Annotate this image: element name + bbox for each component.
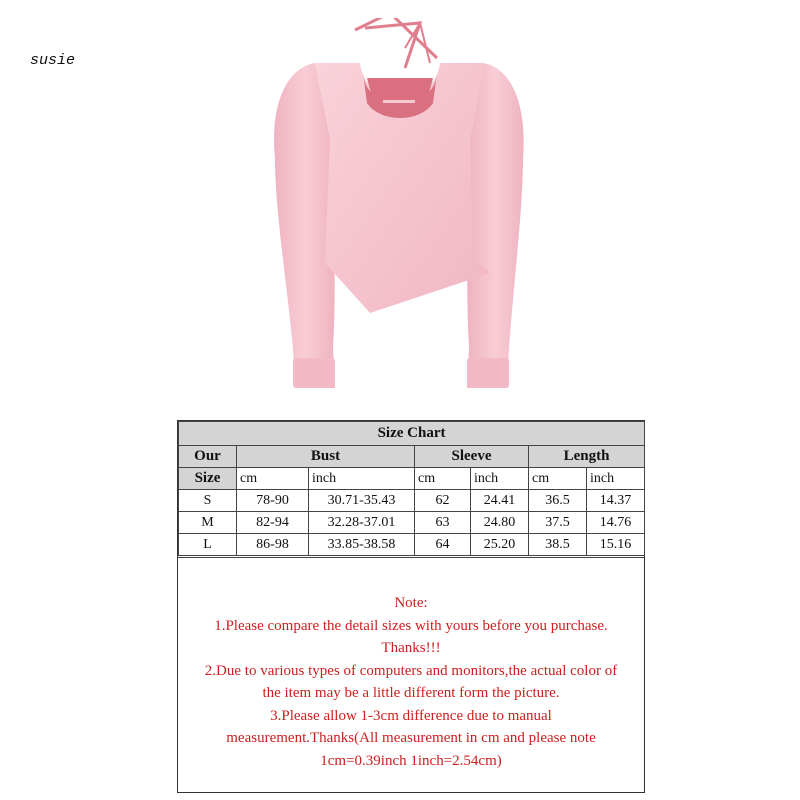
table-row (179, 490, 645, 512)
length-cm: 37.5 (529, 512, 587, 534)
sleeve-cm: 62 (415, 490, 471, 512)
unit-sleeve-inch: inch (471, 468, 529, 490)
header-length: Length (529, 446, 645, 468)
length-inch: 14.76 (587, 512, 645, 534)
bust-cm: 78-90 (237, 490, 309, 512)
note-panel (178, 557, 644, 792)
sleeve-inch: 25.20 (471, 534, 529, 556)
note-line: 2.Due to various types of computers and monitors,the actual color of (204, 662, 618, 679)
note-line: 1cm=0.39inch 1inch=2.54cm) (320, 752, 502, 769)
note-line: the item may be a little different form the picture. (262, 685, 560, 701)
length-inch: 15.16 (587, 534, 645, 556)
unit-sleeve-cm: cm (415, 468, 471, 490)
bust-inch: 32.28-37.01 (309, 512, 415, 534)
size-chart (177, 420, 645, 793)
header-size: Size (179, 468, 237, 490)
note-heading: Note: (394, 595, 428, 611)
size-label: M (179, 512, 237, 534)
table-row (179, 512, 645, 534)
unit-bust-inch: inch (309, 468, 415, 490)
note-line: Thanks!!! (381, 640, 441, 656)
sleeve-inch: 24.80 (471, 512, 529, 534)
note-line: measurement.Thanks(All measurement in cm and please note (226, 730, 596, 746)
length-inch: 14.37 (587, 490, 645, 512)
header-our: Our (179, 446, 237, 468)
sleeve-inch: 24.41 (471, 490, 529, 512)
sleeve-cm: 63 (415, 512, 471, 534)
note-line: 1.Please compare the detail sizes with yours before you purchase. (214, 617, 608, 634)
bust-cm: 82-94 (237, 512, 309, 534)
size-chart-title: Size Chart (179, 422, 645, 446)
unit-length-inch: inch (587, 468, 645, 490)
table-row (179, 534, 645, 556)
pink-crop-top-image (215, 18, 585, 398)
size-chart-table (178, 421, 645, 556)
length-cm: 38.5 (529, 534, 587, 556)
length-cm: 36.5 (529, 490, 587, 512)
note-line: 3.Please allow 1-3cm difference due to manual (270, 707, 552, 724)
sleeve-cm: 64 (415, 534, 471, 556)
header-bust: Bust (237, 446, 415, 468)
unit-bust-cm: cm (237, 468, 309, 490)
bust-cm: 86-98 (237, 534, 309, 556)
bust-inch: 33.85-38.58 (309, 534, 415, 556)
bust-inch: 30.71-35.43 (309, 490, 415, 512)
brand-watermark: susie (30, 52, 76, 69)
size-label: S (179, 490, 237, 512)
header-sleeve: Sleeve (415, 446, 529, 468)
size-label: L (179, 534, 237, 556)
unit-length-cm: cm (529, 468, 587, 490)
